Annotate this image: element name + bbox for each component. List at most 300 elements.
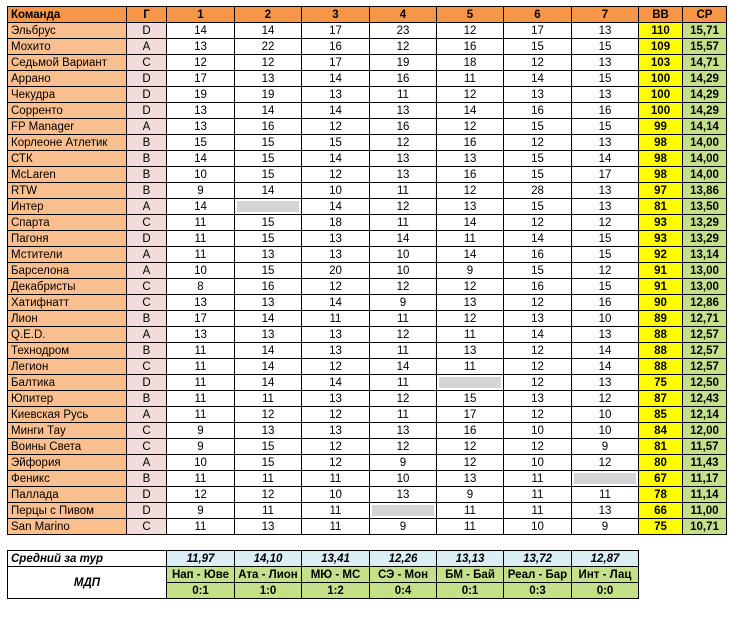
table-row bbox=[8, 311, 727, 327]
round-score: 13 bbox=[302, 247, 370, 263]
round-score: 13 bbox=[572, 87, 639, 103]
round-score: 11 bbox=[504, 487, 572, 503]
table-row bbox=[8, 375, 727, 391]
mdp-label: МДП bbox=[8, 567, 167, 599]
average-cp: 12,57 bbox=[683, 343, 727, 359]
round-score: 13 bbox=[437, 199, 504, 215]
team-group: D bbox=[127, 87, 167, 103]
round-score: 10 bbox=[370, 263, 437, 279]
mdp-match: Ата - Лион bbox=[235, 567, 302, 583]
round-score: 14 bbox=[302, 103, 370, 119]
table-row bbox=[8, 151, 727, 167]
total-bb: 88 bbox=[639, 343, 683, 359]
total-bb: 110 bbox=[639, 23, 683, 39]
round-score: 12 bbox=[370, 279, 437, 295]
average-cp: 13,00 bbox=[683, 279, 727, 295]
round-score: 12 bbox=[370, 327, 437, 343]
total-bb: 87 bbox=[639, 391, 683, 407]
team-name: San Marino bbox=[8, 519, 127, 535]
round-score: 22 bbox=[235, 39, 302, 55]
round-score: 12 bbox=[370, 39, 437, 55]
round-score: 14 bbox=[235, 343, 302, 359]
team-name: Аррано bbox=[8, 71, 127, 87]
mdp-result: 0:3 bbox=[504, 583, 572, 599]
round-score: 10 bbox=[302, 183, 370, 199]
round-score: 19 bbox=[370, 55, 437, 71]
total-bb: 100 bbox=[639, 103, 683, 119]
total-bb: 81 bbox=[639, 439, 683, 455]
round-score: 11 bbox=[370, 343, 437, 359]
round-score: 15 bbox=[235, 231, 302, 247]
table-row bbox=[8, 23, 727, 39]
round-score: 10 bbox=[572, 423, 639, 439]
team-name: Пагоня bbox=[8, 231, 127, 247]
average-cp: 12,14 bbox=[683, 407, 727, 423]
table-row bbox=[8, 359, 727, 375]
round-score: 12 bbox=[504, 439, 572, 455]
missing-score-cell bbox=[235, 199, 302, 215]
round-score: 9 bbox=[437, 487, 504, 503]
round-score: 16 bbox=[370, 119, 437, 135]
table-row bbox=[8, 295, 727, 311]
mdp-match: МЮ - МС bbox=[302, 567, 370, 583]
round-score: 13 bbox=[437, 471, 504, 487]
round-score: 10 bbox=[504, 455, 572, 471]
average-cp: 10,71 bbox=[683, 519, 727, 535]
average-value: 13,41 bbox=[302, 551, 370, 567]
average-value: 13,72 bbox=[504, 551, 572, 567]
round-score: 11 bbox=[302, 519, 370, 535]
total-bb: 99 bbox=[639, 119, 683, 135]
round-score: 16 bbox=[437, 135, 504, 151]
mdp-result: 0:4 bbox=[370, 583, 437, 599]
round-score: 28 bbox=[504, 183, 572, 199]
team-name: Легион bbox=[8, 359, 127, 375]
table-row bbox=[8, 87, 727, 103]
team-name: Юпитер bbox=[8, 391, 127, 407]
team-group: A bbox=[127, 263, 167, 279]
round-score: 14 bbox=[235, 375, 302, 391]
round-score: 11 bbox=[437, 503, 504, 519]
round-score: 9 bbox=[167, 423, 235, 439]
team-name: Киевская Русь bbox=[8, 407, 127, 423]
round-score: 15 bbox=[504, 39, 572, 55]
round-score: 11 bbox=[167, 343, 235, 359]
total-bb: 97 bbox=[639, 183, 683, 199]
round-score: 16 bbox=[235, 119, 302, 135]
round-score: 13 bbox=[370, 487, 437, 503]
average-label: Средний за тур bbox=[8, 551, 167, 567]
table-row bbox=[8, 391, 727, 407]
table-row bbox=[8, 471, 727, 487]
round-score: 14 bbox=[370, 359, 437, 375]
missing-score-bar bbox=[237, 201, 299, 212]
round-score: 13 bbox=[572, 183, 639, 199]
table-row bbox=[8, 263, 727, 279]
round-score: 16 bbox=[504, 279, 572, 295]
average-value: 12,87 bbox=[572, 551, 639, 567]
round-score: 13 bbox=[167, 39, 235, 55]
table-row bbox=[8, 71, 727, 87]
round-score: 11 bbox=[504, 503, 572, 519]
team-group: D bbox=[127, 231, 167, 247]
round-score: 14 bbox=[302, 151, 370, 167]
round-score: 13 bbox=[504, 87, 572, 103]
team-name: Мохито bbox=[8, 39, 127, 55]
round-score: 17 bbox=[504, 23, 572, 39]
team-name: Сорренто bbox=[8, 103, 127, 119]
table-row bbox=[8, 39, 727, 55]
round-score: 23 bbox=[370, 23, 437, 39]
header-round: 3 bbox=[302, 7, 370, 23]
round-score: 9 bbox=[370, 295, 437, 311]
round-score: 11 bbox=[235, 471, 302, 487]
round-score: 13 bbox=[370, 151, 437, 167]
round-score: 10 bbox=[504, 423, 572, 439]
round-score: 15 bbox=[235, 135, 302, 151]
round-score: 13 bbox=[302, 327, 370, 343]
round-score: 15 bbox=[572, 247, 639, 263]
mdp-result: 1:2 bbox=[302, 583, 370, 599]
team-name: Спарта bbox=[8, 215, 127, 231]
header-round: 7 bbox=[572, 7, 639, 23]
round-score: 10 bbox=[572, 407, 639, 423]
round-score: 14 bbox=[167, 23, 235, 39]
average-cp: 11,14 bbox=[683, 487, 727, 503]
missing-score-bar bbox=[439, 377, 501, 388]
round-score: 11 bbox=[302, 503, 370, 519]
team-name: Интер bbox=[8, 199, 127, 215]
round-score: 11 bbox=[370, 87, 437, 103]
team-group: A bbox=[127, 199, 167, 215]
round-score: 15 bbox=[235, 167, 302, 183]
round-score: 12 bbox=[370, 439, 437, 455]
mdp-result: 0:1 bbox=[437, 583, 504, 599]
total-bb: 89 bbox=[639, 311, 683, 327]
team-group: B bbox=[127, 135, 167, 151]
team-group: D bbox=[127, 23, 167, 39]
round-score: 11 bbox=[370, 215, 437, 231]
average-value: 14,10 bbox=[235, 551, 302, 567]
team-name: Q.E.D. bbox=[8, 327, 127, 343]
round-score: 11 bbox=[167, 375, 235, 391]
round-score: 12 bbox=[504, 135, 572, 151]
average-cp: 13,29 bbox=[683, 231, 727, 247]
round-score: 12 bbox=[370, 391, 437, 407]
round-score: 12 bbox=[437, 183, 504, 199]
round-score: 12 bbox=[504, 343, 572, 359]
round-score: 12 bbox=[437, 439, 504, 455]
round-score: 14 bbox=[504, 231, 572, 247]
round-score: 16 bbox=[504, 103, 572, 119]
average-cp: 11,43 bbox=[683, 455, 727, 471]
round-score: 9 bbox=[167, 183, 235, 199]
round-score: 16 bbox=[235, 279, 302, 295]
round-score: 12 bbox=[302, 279, 370, 295]
team-name: СТК bbox=[8, 151, 127, 167]
team-group: A bbox=[127, 247, 167, 263]
average-cp: 12,57 bbox=[683, 359, 727, 375]
total-bb: 93 bbox=[639, 231, 683, 247]
team-group: A bbox=[127, 39, 167, 55]
round-score: 13 bbox=[302, 391, 370, 407]
total-bb: 88 bbox=[639, 359, 683, 375]
team-name: Перцы с Пивом bbox=[8, 503, 127, 519]
round-score: 9 bbox=[370, 455, 437, 471]
round-score: 9 bbox=[572, 439, 639, 455]
team-group: C bbox=[127, 439, 167, 455]
round-score: 15 bbox=[504, 199, 572, 215]
table-row bbox=[8, 439, 727, 455]
round-score: 14 bbox=[504, 71, 572, 87]
header-bb: ВВ bbox=[639, 7, 683, 23]
team-group: D bbox=[127, 103, 167, 119]
round-score: 12 bbox=[302, 455, 370, 471]
team-name: Минги Тау bbox=[8, 423, 127, 439]
round-score: 12 bbox=[437, 455, 504, 471]
team-name: Корлеоне Атлетик bbox=[8, 135, 127, 151]
round-score: 10 bbox=[302, 487, 370, 503]
average-cp: 14,29 bbox=[683, 87, 727, 103]
header-round: 1 bbox=[167, 7, 235, 23]
round-score: 12 bbox=[504, 215, 572, 231]
team-group: B bbox=[127, 343, 167, 359]
round-score: 11 bbox=[302, 311, 370, 327]
total-bb: 92 bbox=[639, 247, 683, 263]
table-row bbox=[8, 503, 727, 519]
round-score: 13 bbox=[370, 167, 437, 183]
table-row bbox=[8, 407, 727, 423]
round-score: 10 bbox=[370, 471, 437, 487]
table-row bbox=[8, 247, 727, 263]
mdp-match: Нап - Юве bbox=[167, 567, 235, 583]
table-row bbox=[8, 55, 727, 71]
round-score: 14 bbox=[167, 199, 235, 215]
round-score: 15 bbox=[572, 119, 639, 135]
average-cp: 13,29 bbox=[683, 215, 727, 231]
round-score: 11 bbox=[235, 503, 302, 519]
round-score: 10 bbox=[572, 311, 639, 327]
round-score: 12 bbox=[572, 215, 639, 231]
table-row bbox=[8, 487, 727, 503]
round-score: 15 bbox=[504, 119, 572, 135]
missing-score-cell bbox=[437, 375, 504, 391]
header-cp: СР bbox=[683, 7, 727, 23]
header-group: Г bbox=[127, 7, 167, 23]
round-score: 16 bbox=[437, 167, 504, 183]
average-cp: 12,57 bbox=[683, 327, 727, 343]
round-score: 11 bbox=[302, 471, 370, 487]
team-group: A bbox=[127, 327, 167, 343]
round-score: 11 bbox=[370, 183, 437, 199]
round-score: 12 bbox=[302, 119, 370, 135]
round-score: 14 bbox=[370, 231, 437, 247]
round-score: 17 bbox=[167, 311, 235, 327]
header-round: 6 bbox=[504, 7, 572, 23]
average-cp: 13,86 bbox=[683, 183, 727, 199]
round-score: 14 bbox=[235, 23, 302, 39]
average-cp: 12,43 bbox=[683, 391, 727, 407]
average-cp: 12,86 bbox=[683, 295, 727, 311]
total-bb: 80 bbox=[639, 455, 683, 471]
round-score: 12 bbox=[235, 55, 302, 71]
round-score: 15 bbox=[572, 279, 639, 295]
table-row bbox=[8, 199, 727, 215]
round-score: 11 bbox=[167, 519, 235, 535]
round-score: 13 bbox=[572, 23, 639, 39]
round-score: 16 bbox=[302, 39, 370, 55]
round-score: 12 bbox=[167, 487, 235, 503]
team-group: C bbox=[127, 295, 167, 311]
average-cp: 15,71 bbox=[683, 23, 727, 39]
round-score: 11 bbox=[167, 247, 235, 263]
table-row bbox=[8, 455, 727, 471]
mdp-result: 1:0 bbox=[235, 583, 302, 599]
team-name: Лион bbox=[8, 311, 127, 327]
round-score: 13 bbox=[235, 295, 302, 311]
team-name: Седьмой Вариант bbox=[8, 55, 127, 71]
team-group: B bbox=[127, 471, 167, 487]
round-score: 12 bbox=[437, 311, 504, 327]
table-row bbox=[8, 119, 727, 135]
mdp-matches-row bbox=[8, 567, 727, 583]
round-score: 13 bbox=[235, 71, 302, 87]
round-score: 12 bbox=[370, 135, 437, 151]
mdp-match: Инт - Лац bbox=[572, 567, 639, 583]
table-row bbox=[8, 167, 727, 183]
table-row bbox=[8, 343, 727, 359]
team-name: Воины Света bbox=[8, 439, 127, 455]
table-row bbox=[8, 135, 727, 151]
round-score: 12 bbox=[437, 23, 504, 39]
round-score: 10 bbox=[167, 263, 235, 279]
round-score: 11 bbox=[167, 471, 235, 487]
total-bb: 85 bbox=[639, 407, 683, 423]
header-row bbox=[8, 7, 727, 23]
average-cp: 14,71 bbox=[683, 55, 727, 71]
team-group: C bbox=[127, 55, 167, 71]
round-score: 12 bbox=[504, 359, 572, 375]
round-score: 15 bbox=[235, 215, 302, 231]
total-bb: 75 bbox=[639, 519, 683, 535]
round-score: 13 bbox=[370, 103, 437, 119]
missing-score-bar bbox=[574, 473, 636, 484]
total-bb: 66 bbox=[639, 503, 683, 519]
average-cp: 14,00 bbox=[683, 167, 727, 183]
average-value: 11,97 bbox=[167, 551, 235, 567]
round-score: 13 bbox=[302, 231, 370, 247]
team-name: Феникс bbox=[8, 471, 127, 487]
missing-score-cell bbox=[572, 471, 639, 487]
team-group: D bbox=[127, 375, 167, 391]
round-score: 12 bbox=[235, 487, 302, 503]
round-score: 14 bbox=[302, 295, 370, 311]
round-score: 13 bbox=[302, 343, 370, 359]
round-score: 13 bbox=[235, 519, 302, 535]
total-bb: 98 bbox=[639, 167, 683, 183]
standings-table bbox=[7, 6, 727, 599]
round-score: 13 bbox=[504, 391, 572, 407]
total-bb: 88 bbox=[639, 327, 683, 343]
round-score: 13 bbox=[370, 423, 437, 439]
team-name: FP Manager bbox=[8, 119, 127, 135]
average-cp: 14,00 bbox=[683, 135, 727, 151]
round-score: 16 bbox=[504, 247, 572, 263]
team-name: Хатифнатт bbox=[8, 295, 127, 311]
round-score: 11 bbox=[235, 391, 302, 407]
round-score: 12 bbox=[167, 55, 235, 71]
average-cp: 11,17 bbox=[683, 471, 727, 487]
total-bb: 98 bbox=[639, 151, 683, 167]
team-group: D bbox=[127, 71, 167, 87]
team-name: Эльбрус bbox=[8, 23, 127, 39]
round-score: 9 bbox=[370, 519, 437, 535]
average-cp: 14,29 bbox=[683, 71, 727, 87]
average-cp: 14,29 bbox=[683, 103, 727, 119]
round-score: 12 bbox=[572, 391, 639, 407]
average-row bbox=[8, 551, 727, 567]
total-bb: 81 bbox=[639, 199, 683, 215]
total-bb: 103 bbox=[639, 55, 683, 71]
team-group: B bbox=[127, 391, 167, 407]
round-score: 14 bbox=[302, 199, 370, 215]
round-score: 16 bbox=[572, 103, 639, 119]
average-cp: 12,71 bbox=[683, 311, 727, 327]
round-score: 12 bbox=[572, 455, 639, 471]
round-score: 18 bbox=[437, 55, 504, 71]
round-score: 9 bbox=[437, 263, 504, 279]
average-value: 12,26 bbox=[370, 551, 437, 567]
team-name: Барселона bbox=[8, 263, 127, 279]
round-score: 11 bbox=[167, 391, 235, 407]
round-score: 9 bbox=[167, 503, 235, 519]
team-name: Декабристы bbox=[8, 279, 127, 295]
round-score: 10 bbox=[504, 519, 572, 535]
round-score: 13 bbox=[572, 375, 639, 391]
round-score: 16 bbox=[572, 295, 639, 311]
round-score: 11 bbox=[167, 215, 235, 231]
round-score: 13 bbox=[167, 119, 235, 135]
team-name: RTW bbox=[8, 183, 127, 199]
team-name: Чекудра bbox=[8, 87, 127, 103]
round-score: 12 bbox=[302, 359, 370, 375]
round-score: 13 bbox=[235, 423, 302, 439]
round-score: 18 bbox=[302, 215, 370, 231]
round-score: 10 bbox=[167, 455, 235, 471]
team-name: Технодром bbox=[8, 343, 127, 359]
round-score: 9 bbox=[572, 519, 639, 535]
team-group: C bbox=[127, 423, 167, 439]
missing-score-bar bbox=[372, 505, 434, 516]
team-group: C bbox=[127, 279, 167, 295]
table-row bbox=[8, 279, 727, 295]
header-team: Команда bbox=[8, 7, 127, 23]
round-score: 13 bbox=[437, 151, 504, 167]
header-round: 4 bbox=[370, 7, 437, 23]
round-score: 13 bbox=[235, 327, 302, 343]
header-round: 5 bbox=[437, 7, 504, 23]
round-score: 15 bbox=[572, 231, 639, 247]
total-bb: 84 bbox=[639, 423, 683, 439]
missing-score-cell bbox=[370, 503, 437, 519]
round-score: 11 bbox=[370, 311, 437, 327]
table-row bbox=[8, 231, 727, 247]
round-score: 14 bbox=[437, 215, 504, 231]
round-score: 11 bbox=[504, 471, 572, 487]
round-score: 12 bbox=[437, 87, 504, 103]
round-score: 13 bbox=[504, 311, 572, 327]
total-bb: 100 bbox=[639, 71, 683, 87]
